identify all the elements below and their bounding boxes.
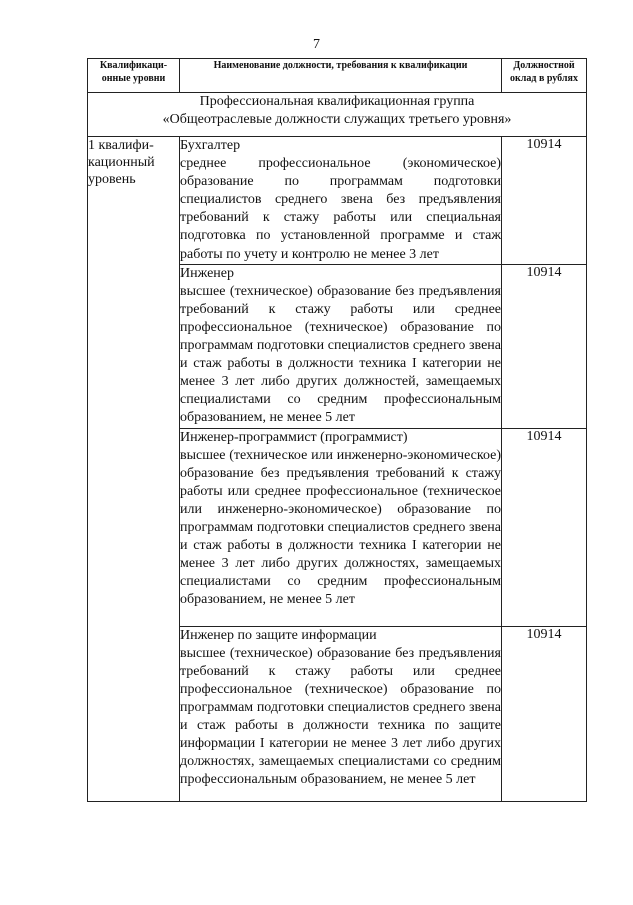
position-requirements: высшее (техническое) образование без предъявления требований к стажу работы или среднее профессиональное (техническое) образование по программам подготовки специалистов среднего звена и стаж работы в должности техника по защите информации I категории не менее 3 лет либо других должностях, замещаемых специалистами со средним профессиональным образованием, не менее 5 лет [180, 645, 501, 788]
position-cell [180, 428, 502, 626]
salary-cell: 10914 [502, 626, 587, 801]
position-cell [180, 626, 502, 801]
position-title: Инженер [180, 265, 235, 281]
position-requirements: среднее профессиональное (экономическое) образование по программам подготовки специалистов среднего звена без предъявления требований к стажу работы или специальная подготовка по установленной программе и стаж работы по учету и контролю не менее 3 лет [180, 156, 501, 262]
position-title: Инженер по защите информации [180, 627, 377, 643]
position-requirements: высшее (техническое или инженерно-экономическое) образование без предъявления требований к стажу работы или среднее профессиональное (техническое или инженерно-экономическое) образование по программам подготовки специалистов среднего звена и стаж работы в должности техника I категории не менее 3 лет либо других должностях, замещаемых специалистами со средним профессиональным образованием, не менее 5 лет [180, 447, 501, 608]
salary-cell: 10914 [502, 428, 587, 626]
salary-table [87, 58, 587, 802]
table-header-row [88, 59, 587, 93]
salary-cell: 10914 [502, 264, 587, 428]
group-row [88, 93, 587, 137]
salary-cell: 10914 [502, 137, 587, 265]
position-cell [180, 264, 502, 428]
position-requirements: высшее (техническое) образование без предъявления требований к стажу работы или среднее профессиональное (техническое) образование по программам подготовки специалистов среднего звена и стаж работы в должности техника I категории не менее 3 лет либо других должностей, замещаемых специалистами со средним профессиональным образованием, не менее 5 лет [180, 283, 501, 426]
position-title: Инженер-программист (программист) [180, 429, 408, 445]
professional-group-title: Профессиональная квалификационная группа «Общеотраслевые должности служащих третьего уровня» [88, 93, 587, 137]
position-title: Бухгалтер [180, 138, 241, 153]
position-cell [180, 137, 502, 265]
header-qualification-level: Квалификаци- онные уровни [88, 59, 180, 93]
table-row [88, 137, 587, 265]
header-position-requirements: Наименование должности, требования к квалификации [180, 59, 502, 93]
page-number: 7 [313, 37, 320, 52]
header-salary: Должностной оклад в рублях [502, 59, 587, 93]
qualification-level-cell: 1 квалифи- кационный уровень [88, 137, 180, 802]
